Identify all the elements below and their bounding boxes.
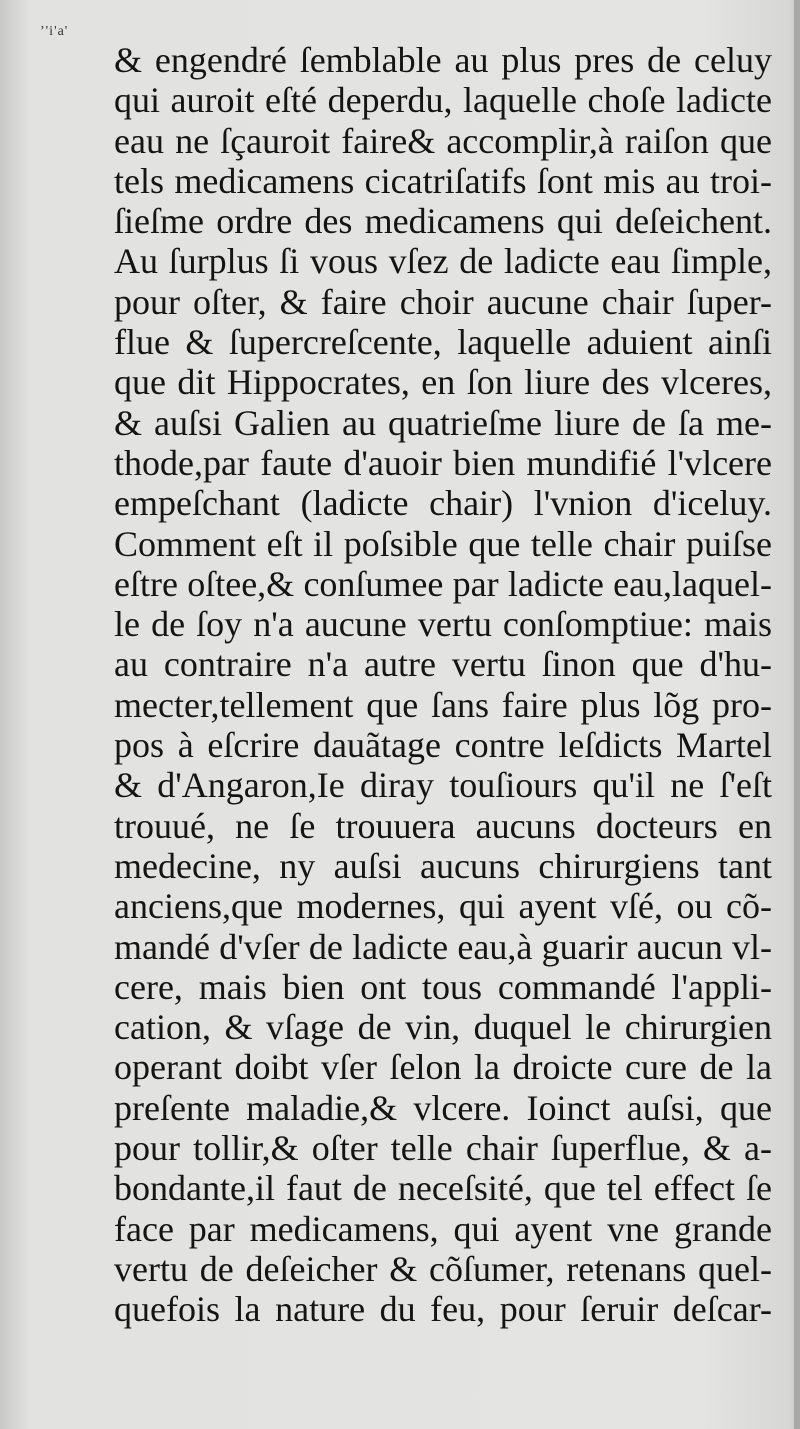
text-line: flue & ſupercreſcente, laquelle aduient ainſi — [114, 322, 772, 363]
text-line: Comment eſt il poſsible que telle chair puiſse — [114, 523, 772, 564]
text-line: & engendré ſemblable au plus pres de celuy — [114, 40, 772, 80]
text-line: empeſchant (ladicte chair) l'vnion d'iceluy. — [114, 483, 772, 524]
text-line: trouué, ne ſe trouuera aucuns docteurs en — [114, 805, 772, 846]
corner-mark: ʼ'i'a' — [40, 24, 69, 39]
text-line: quefois la nature du feu, pour ſeruir deſcar- — [114, 1289, 772, 1330]
text-line: ſieſme ordre des medicamens qui deſeichent. — [114, 201, 772, 242]
text-line: au contraire n'a autre vertu ſinon que d'hu- — [114, 644, 772, 685]
text-line: pour tollir,& oſter telle chair ſuperflue, & a- — [114, 1128, 772, 1169]
text-line: pour oſter, & faire choir aucune chair ſuper- — [114, 281, 772, 322]
text-line: Au ſurplus ſi vous vſez de ladicte eau ſimple, — [114, 241, 772, 282]
text-line: eſtre oſtee,& conſumee par ladicte eau,laquel- — [114, 563, 772, 604]
text-line: operant doibt vſer ſelon la droicte cure de la — [114, 1047, 772, 1088]
page-edge — [794, 0, 800, 1429]
text-line: mecter,tellement que ſans faire plus lõg pro- — [114, 684, 772, 725]
text-line: mandé d'vſer de ladicte eau,à guarir aucun vl- — [114, 926, 772, 967]
text-line: medecine, ny auſsi aucuns chirurgiens tant — [114, 845, 772, 886]
body-text — [114, 40, 772, 1330]
text-line: vertu de deſeicher & cõſumer, retenans quel- — [114, 1248, 772, 1289]
text-line: anciens,que modernes, qui ayent vſé, ou cõ- — [114, 886, 772, 927]
text-line: & auſsi Galien au quatrieſme liure de ſa me- — [114, 402, 772, 443]
text-line: que dit Hippocrates, en ſon liure des vlceres, — [114, 362, 772, 403]
text-line: qui auroit eſté deperdu, laquelle choſe ladicte — [114, 80, 772, 121]
text-line: & d'Angaron,Ie diray touſiours qu'il ne ſ'eſt — [114, 765, 772, 806]
text-line: cere, mais bien ont tous commandé l'appli- — [114, 966, 772, 1007]
text-line: thode,par faute d'auoir bien mundifié l'vlcere — [114, 442, 772, 483]
text-line: bondante,il faut de neceſsité, que tel effect ſe — [114, 1168, 772, 1209]
text-line: preſente maladie,& vlcere. Ioinct auſsi, que — [114, 1087, 772, 1128]
text-line: pos à eſcrire dauãtage contre leſdicts Martel — [114, 725, 772, 766]
text-line: tels medicamens cicatriſatifs ſont mis au troi- — [114, 160, 772, 201]
text-line: face par medicamens, qui ayent vne grande — [114, 1208, 772, 1249]
text-line: le de ſoy n'a aucune vertu conſomptiue: mais — [114, 604, 772, 645]
text-line: eau ne ſçauroit faire& accomplir,à raiſon que — [114, 120, 772, 161]
text-line: cation, & vſage de vin, duquel le chirurgien — [114, 1007, 772, 1048]
